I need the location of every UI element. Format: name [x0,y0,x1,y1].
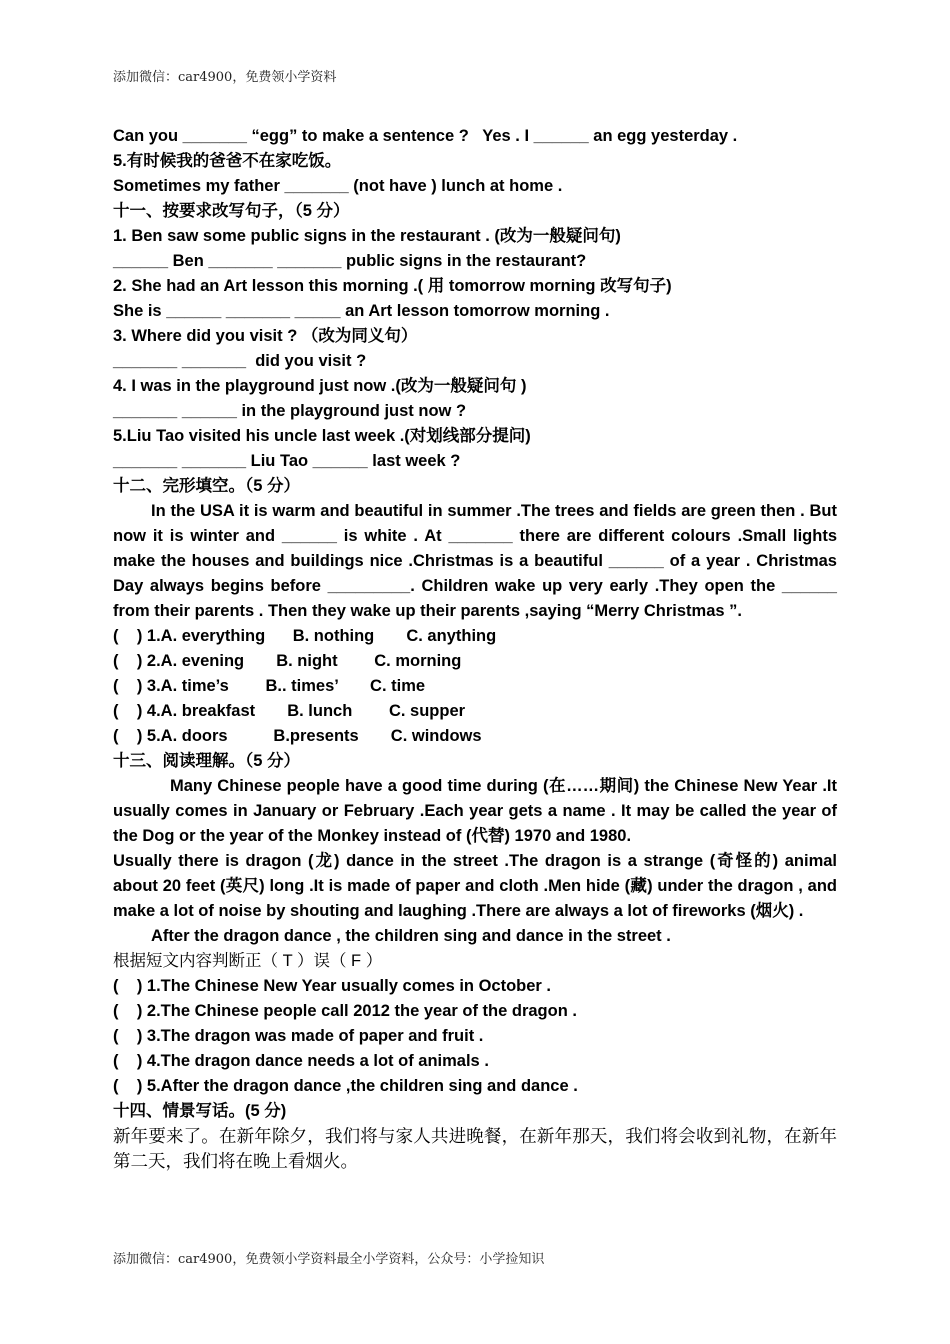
rewrite-line: She is ______ _______ _____ an Art lesson tomorrow morning . [113,302,610,320]
rewrite-line: ______ Ben _______ _______ public signs in the restaurant? [113,252,587,270]
section-12-heading: 十二、完形填空。（5 分） [113,477,301,495]
rewrite-line: 5.Liu Tao visited his uncle last week .(对划线部分提问) [113,427,531,445]
rewrite-line: 3. Where did you visit ? （改为同义句） [113,327,418,345]
cloze-choice: ( ) 4.A. breakfast B. lunch C. supper [113,702,466,720]
section-14-heading: 十四、情景写话。(5 分) [113,1102,287,1120]
true-false-question: ( ) 1.The Chinese New Year usually comes in October . [113,977,552,995]
section-13-heading: 十三、阅读理解。（5 分） [113,752,301,770]
true-false-question: ( ) 3.The dragon was made of paper and fruit . [113,1027,484,1045]
rewrite-line: 1. Ben saw some public signs in the restaurant . (改为一般疑问句) [113,227,621,245]
cloze-choice: ( ) 3.A. time’s B.. times’ C. time [113,677,426,695]
true-false-instruction: 根据短文内容判断正（ T ）误（ F ） [113,952,383,970]
page-footer: 添加微信：car4900，免费领小学资料最全小学资料，公众号：小学捡知识 [113,1252,545,1267]
rewrite-line: _______ ______ in the playground just now ? [113,402,467,420]
true-false-question: ( ) 5.After the dragon dance ,the children sing and dance . [113,1077,578,1095]
reading-paragraph: Usually there is dragon (龙) dance in the street .The dragon is a strange (奇怪的) animal about 20 feet (英尺) long .It is made of paper and cloth .Men hide (藏) under the dragon , and make a lot of noise by shouting and laughing .There are always a lot of fireworks (烟火) . [113,852,842,920]
section-11-heading: 十一、按要求改写句子，（5 分） [113,202,350,220]
true-false-question: ( ) 2.The Chinese people call 2012 the year of the dragon . [113,1002,577,1020]
writing-prompt: 新年要来了。在新年除夕，我们将与家人共进晚餐，在新年那天，我们将会收到礼物，在新年第二天，我们将在晚上看烟火。 [113,1126,837,1171]
rewrite-line: _______ _______ did you visit ? [113,352,367,370]
question-line: Can you _______ “egg” to make a sentence ? Yes . I ______ an egg yesterday . [113,127,738,145]
question-line: 5.有时候我的爸爸不在家吃饭。 [113,152,342,170]
cloze-choice: ( ) 5.A. doors B.presents C. windows [113,727,482,745]
cloze-choice: ( ) 2.A. evening B. night C. morning [113,652,462,670]
rewrite-line: _______ _______ Liu Tao ______ last week ? [113,452,461,470]
cloze-choice: ( ) 1.A. everything B. nothing C. anything [113,627,497,645]
true-false-question: ( ) 4.The dragon dance needs a lot of animals . [113,1052,489,1070]
worksheet-content [113,124,842,1174]
reading-paragraph: After the dragon dance , the children sing and dance in the street . [151,927,671,945]
question-line: Sometimes my father _______ (not have ) lunch at home . [113,177,563,195]
rewrite-line: 4. I was in the playground just now .(改为一般疑问句 ) [113,377,527,395]
rewrite-line: 2. She had an Art lesson this morning .( 用 tomorrow morning 改写句子) [113,277,672,295]
page-header: 添加微信：car4900，免费领小学资料 [113,70,337,85]
cloze-passage: In the USA it is warm and beautiful in summer .The trees and fields are green then . But now it is winter and ______ is white . At _______ there are different colours .Small lights make the houses and buildings nice .Christmas is a beautiful ______ of a year . Christmas Day always begins before _________. Children wake up very early .They open the ______ from their parents . Then they wake up their parents ,saying “Merry Christmas ”. [113,502,842,620]
reading-paragraph: Many Chinese people have a good time during (在……期间) the Chinese New Year .It usually comes in January or February .Each year gets a name . It may be called the year of the Dog or the year of the Monkey instead of (代替) 1970 and 1980. [113,777,842,845]
